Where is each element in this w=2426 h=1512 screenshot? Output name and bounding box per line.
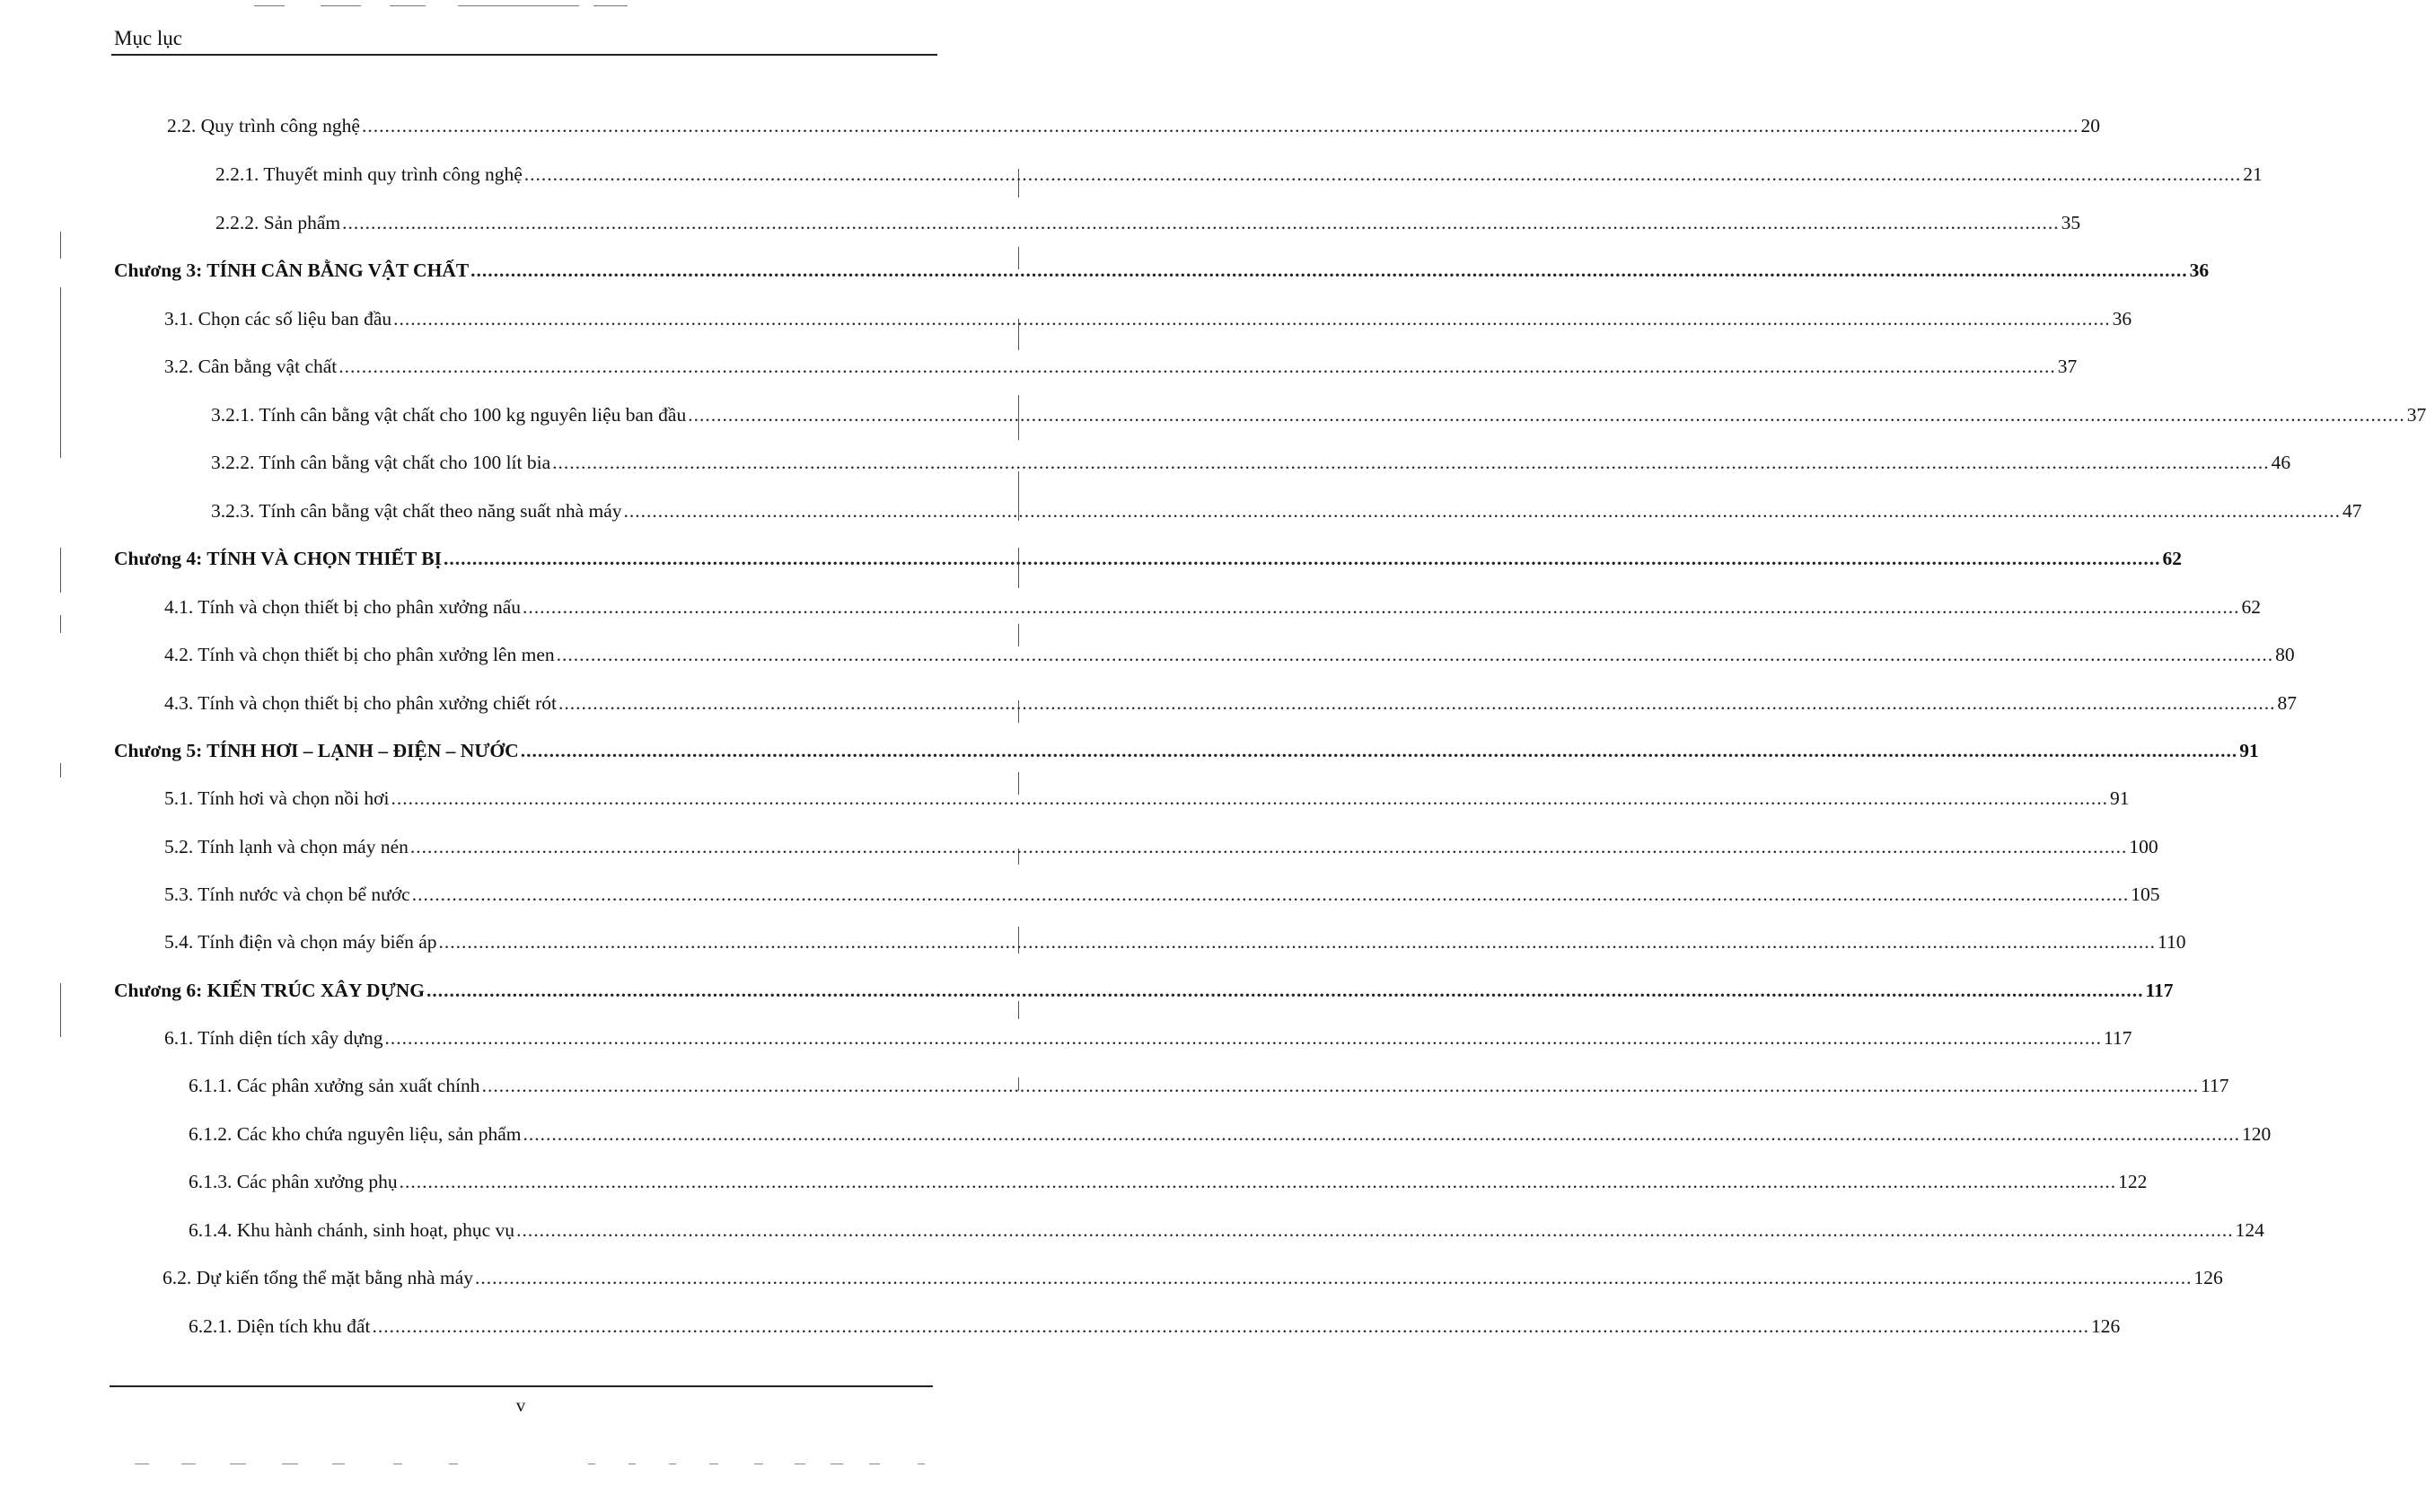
toc-entry-title: 4.1. Tính và chọn thiết bị cho phân xưởng nấu [164,596,522,618]
toc-entry-page: 100 [2129,836,2158,857]
toc-entry-title: Chương 5: TÍNH HƠI – LẠNH – ĐIỆN – NƯỚC [114,740,519,761]
toc-entry-page: 122 [2118,1171,2148,1192]
toc-entry-title: 2.2.2. Sản phẩm [215,212,341,233]
toc-leader-dots: ............................................................................................................................................................................................................................................................................................................ [481,1075,2200,1096]
toc-entry[interactable] [163,1267,2223,1294]
toc-leader-dots: ............................................................................................................................................................................................................................................................................................................ [443,548,2161,569]
toc-entry-title: 3.2.2. Tính cân bằng vật chất cho 100 lít bia [211,452,551,473]
toc-leader-dots: ............................................................................................................................................................................................................................................................................................................ [372,1315,2089,1337]
toc-leader-dots: ............................................................................................................................................................................................................................................................................................................ [552,452,2270,473]
toc-entry-title: 2.2.1. Thuyết minh quy trình công nghệ [215,163,523,185]
toc-leader-dots: ............................................................................................................................................................................................................................................................................................................ [399,1171,2117,1192]
toc-leader-dots: ............................................................................................................................................................................................................................................................................................................ [391,787,2108,809]
header-divider [111,54,937,56]
toc-leader-dots: ............................................................................................................................................................................................................................................................................................................ [523,163,2242,185]
toc-entry-page: 87 [2277,692,2298,714]
toc-entry[interactable] [211,500,2362,527]
toc-leader-dots: ............................................................................................................................................................................................................................................................................................................ [558,692,2276,714]
toc-leader-dots: ............................................................................................................................................................................................................................................................................................................ [361,115,2079,136]
toc-entry-page: 62 [2241,596,2262,618]
toc-entry-page: 117 [2201,1075,2229,1096]
toc-entry-title: 6.1.1. Các phân xưởng sản xuất chính [189,1075,480,1096]
toc-entry-page: 21 [2243,163,2263,185]
toc-entry-page: 117 [2104,1027,2132,1049]
scan-artifact [60,287,61,458]
toc-entry-page: 62 [2162,548,2182,569]
toc-entry-title: Chương 3: TÍNH CÂN BẰNG VẬT CHẤT [114,259,470,281]
toc-entry-page: 105 [2131,883,2160,905]
footer-divider [110,1385,933,1387]
toc-entry-title: 5.3. Tính nước và chọn bể nước [164,883,410,905]
toc-entry-title: 6.1.2. Các kho chứa nguyên liệu, sản phẩm [189,1123,522,1145]
toc-entry-title: 3.2.1. Tính cân bằng vật chất cho 100 kg nguyên liệu ban đầu [211,404,687,426]
toc-leader-dots: ............................................................................................................................................................................................................................................................................................................ [470,259,2188,281]
toc-entry[interactable] [211,452,2291,479]
toc-entry-title: 6.2.1. Diện tích khu đất [189,1315,371,1337]
toc-leader-dots: ............................................................................................................................................................................................................................................................................................................ [438,931,2157,953]
toc-chapter-entry[interactable] [114,740,2259,767]
toc-leader-dots: ............................................................................................................................................................................................................................................................................................................ [520,740,2238,761]
toc-entry-page: 20 [2080,115,2100,136]
toc-entry[interactable] [189,1075,2229,1102]
scan-artifact [60,548,61,593]
scan-artifact [254,5,285,6]
toc-entry-page: 80 [2275,644,2295,665]
toc-entry-page: 35 [2061,212,2081,233]
toc-entry-title: 6.2. Dự kiến tổng thể mặt bằng nhà máy [163,1267,474,1288]
toc-chapter-entry[interactable] [114,259,2210,286]
toc-entry-page: 91 [2239,740,2259,761]
toc-entry-title: 6.1.4. Khu hành chánh, sinh hoạt, phục vụ [189,1219,515,1241]
toc-entry-page: 37 [2057,356,2078,377]
toc-entry-title: 3.2. Cân bằng vật chất [164,356,338,377]
toc-entry-title: 3.1. Chọn các số liệu ban đầu [164,308,392,330]
toc-entry-page: 47 [2342,500,2362,522]
scan-artifact [60,615,61,633]
toc-entry[interactable] [189,1123,2272,1150]
toc-entry-title: 6.1.3. Các phân xưởng phụ [189,1171,398,1192]
toc-entry-title: 5.4. Tính điện và chọn máy biến áp [164,931,437,953]
toc-entry[interactable] [164,883,2160,910]
toc-entry[interactable] [164,931,2186,958]
scan-artifact [390,5,426,6]
toc-entry[interactable] [167,115,2100,142]
toc-leader-dots: ............................................................................................................................................................................................................................................................................................................ [338,356,2056,377]
toc-chapter-entry[interactable] [114,548,2182,575]
toc-leader-dots: ............................................................................................................................................................................................................................................................................................................ [516,1219,2234,1241]
toc-entry-title: Chương 4: TÍNH VÀ CHỌN THIẾT BỊ [114,548,442,569]
scan-artifact [458,5,579,6]
toc-entry-page: 126 [2090,1315,2121,1337]
toc-leader-dots: ............................................................................................................................................................................................................................................................................................................ [623,500,2342,522]
scan-artifact [60,763,61,778]
toc-leader-dots: ............................................................................................................................................................................................................................................................................................................ [475,1267,2193,1288]
toc-entry-page: 36 [2112,308,2132,330]
toc-entry-title: Chương 6: KIẾN TRÚC XÂY DỰNG [114,980,425,1001]
toc-entry-page: 110 [2158,931,2186,953]
toc-entry-page: 124 [2235,1219,2264,1241]
toc-entry-page: 126 [2193,1267,2223,1288]
toc-entry[interactable] [164,308,2132,335]
toc-entry[interactable] [164,787,2130,814]
toc-entry-page: 117 [2145,980,2174,1001]
toc-entry[interactable] [164,1027,2132,1054]
toc-entry-title: 4.2. Tính và chọn thiết bị cho phân xưởng lên men [164,644,555,665]
scan-artifact [321,5,361,6]
toc-entry[interactable] [164,356,2078,382]
toc-leader-dots: ............................................................................................................................................................................................................................................................................................................ [342,212,2060,233]
toc-entry[interactable] [215,163,2263,190]
toc-entry-page: 37 [2406,404,2426,426]
toc-leader-dots: ............................................................................................................................................................................................................................................................................................................ [409,836,2128,857]
toc-entry-page: 120 [2242,1123,2272,1145]
toc-entry-title: 5.1. Tính hơi và chọn nồi hơi [164,787,390,809]
toc-leader-dots: ............................................................................................................................................................................................................................................................................................................ [426,980,2144,1001]
page-number: v [515,1394,526,1416]
toc-entry[interactable] [215,212,2081,239]
toc-entry-page: 46 [2271,452,2291,473]
toc-entry[interactable] [211,404,2426,431]
toc-entry-title: 2.2. Quy trình công nghệ [167,115,360,136]
toc-entry-page: 91 [2109,787,2130,809]
toc-entry-title: 6.1. Tính diện tích xây dựng [164,1027,383,1049]
toc-entry[interactable] [164,644,2295,671]
toc-leader-dots: ............................................................................................................................................................................................................................................................................................................ [556,644,2274,665]
scan-artifact [593,5,628,6]
toc-entry-page: 36 [2189,259,2210,281]
scan-artifact [60,232,61,259]
page-header-title: Mục lục [114,27,183,49]
toc-entry[interactable] [189,1219,2264,1246]
toc-entry-title: 4.3. Tính và chọn thiết bị cho phân xưởng chiết rót [164,692,558,714]
toc-entry[interactable] [189,1171,2148,1198]
scan-artifact [1018,1001,1019,1019]
toc-leader-dots: ............................................................................................................................................................................................................................................................................................................ [384,1027,2103,1049]
toc-leader-dots: ............................................................................................................................................................................................................................................................................................................ [411,883,2130,905]
toc-entry-title: 3.2.3. Tính cân bằng vật chất theo năng suất nhà máy [211,500,622,522]
toc-chapter-entry[interactable] [114,980,2174,1007]
toc-entry-title: 5.2. Tính lạnh và chọn máy nén [164,836,409,857]
toc-leader-dots: ............................................................................................................................................................................................................................................................................................................ [523,1123,2240,1145]
scan-artifact [60,983,61,1037]
toc-entry[interactable] [189,1315,2121,1342]
toc-leader-dots: ............................................................................................................................................................................................................................................................................................................ [523,596,2240,618]
toc-entry[interactable] [164,692,2298,719]
toc-leader-dots: ............................................................................................................................................................................................................................................................................................................ [393,308,2111,330]
toc-entry[interactable] [164,836,2158,863]
toc-leader-dots: ............................................................................................................................................................................................................................................................................................................ [688,404,2405,426]
toc-entry[interactable] [164,596,2262,623]
